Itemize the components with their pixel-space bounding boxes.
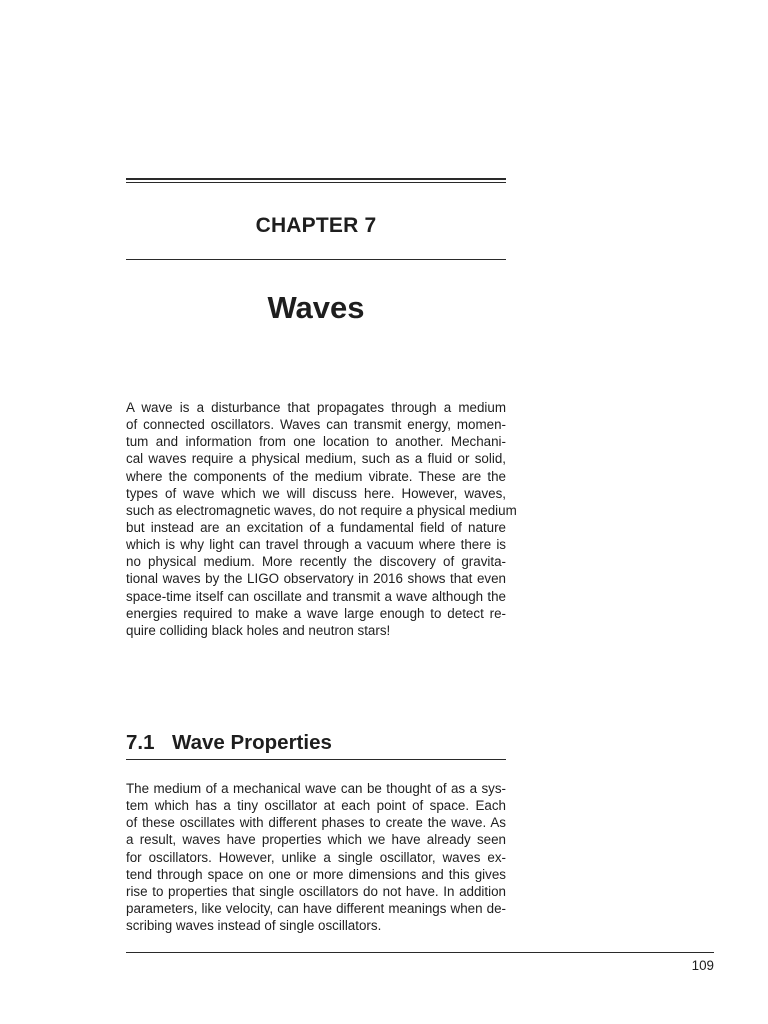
section-rule bbox=[126, 759, 506, 760]
chapter-label: CHAPTER 7 bbox=[255, 214, 377, 237]
chapter-top-rule bbox=[126, 178, 506, 180]
text-line: which is why light can travel through a vacuum where there is bbox=[126, 537, 506, 553]
text-line: a result, waves have properties which we have already seen bbox=[126, 832, 506, 848]
text-line: scribing waves instead of single oscillators. bbox=[126, 918, 382, 934]
section-number: 7.1 bbox=[126, 731, 155, 754]
section-heading bbox=[126, 729, 506, 757]
chapter-divider-rule bbox=[126, 259, 506, 260]
text-line: of connected oscillators. Waves can transmit energy, momen- bbox=[126, 417, 506, 433]
chapter-title: Waves bbox=[267, 290, 365, 325]
text-line: energies required to make a wave large enough to detect re- bbox=[126, 605, 506, 621]
text-line: rise to properties that single oscillators do not have. In addition bbox=[126, 883, 506, 899]
text-line: A wave is a disturbance that propagates through a medium bbox=[126, 400, 506, 415]
text-line: types of wave which we will discuss here. However, waves, bbox=[126, 485, 506, 501]
text-line: quire colliding black holes and neutron stars! bbox=[126, 622, 391, 638]
text-line: of these oscillates with different phases to create the wave. As bbox=[126, 815, 506, 831]
section-paragraph bbox=[126, 780, 506, 934]
text-line: parameters, like velocity, can have different meanings when de- bbox=[126, 900, 506, 916]
section-title: Wave Properties bbox=[172, 731, 332, 754]
text-line: cal waves require a physical medium, such as a fluid or solid, bbox=[126, 451, 506, 467]
text-line: tum and information from one location to another. Mechani- bbox=[126, 434, 506, 450]
chapter-top-rule-thin bbox=[126, 182, 506, 183]
intro-paragraph bbox=[126, 399, 517, 639]
footer-rule bbox=[126, 952, 714, 953]
text-line: space-time itself can oscillate and transmit a wave although the bbox=[126, 588, 506, 604]
text-line: tional waves by the LIGO observatory in 2016 shows that even bbox=[126, 571, 506, 587]
text-line: tem which has a tiny oscillator at each point of space. Each bbox=[126, 798, 506, 814]
text-line: The medium of a mechanical wave can be thought of as a sys- bbox=[126, 781, 506, 796]
text-line: where the components of the medium vibrate. These are the bbox=[126, 468, 506, 484]
text-line: but instead are an excitation of a fundamental field of nature bbox=[126, 519, 506, 535]
text-line: tend through space on one or more dimensions and this gives bbox=[126, 866, 506, 882]
text-line: for oscillators. However, unlike a single oscillator, waves ex- bbox=[126, 849, 506, 865]
text-line: such as electromagnetic waves, do not require a physical medium bbox=[126, 502, 517, 518]
page-number: 109 bbox=[691, 958, 714, 973]
text-line: no physical medium. More recently the discovery of gravita- bbox=[126, 554, 506, 570]
